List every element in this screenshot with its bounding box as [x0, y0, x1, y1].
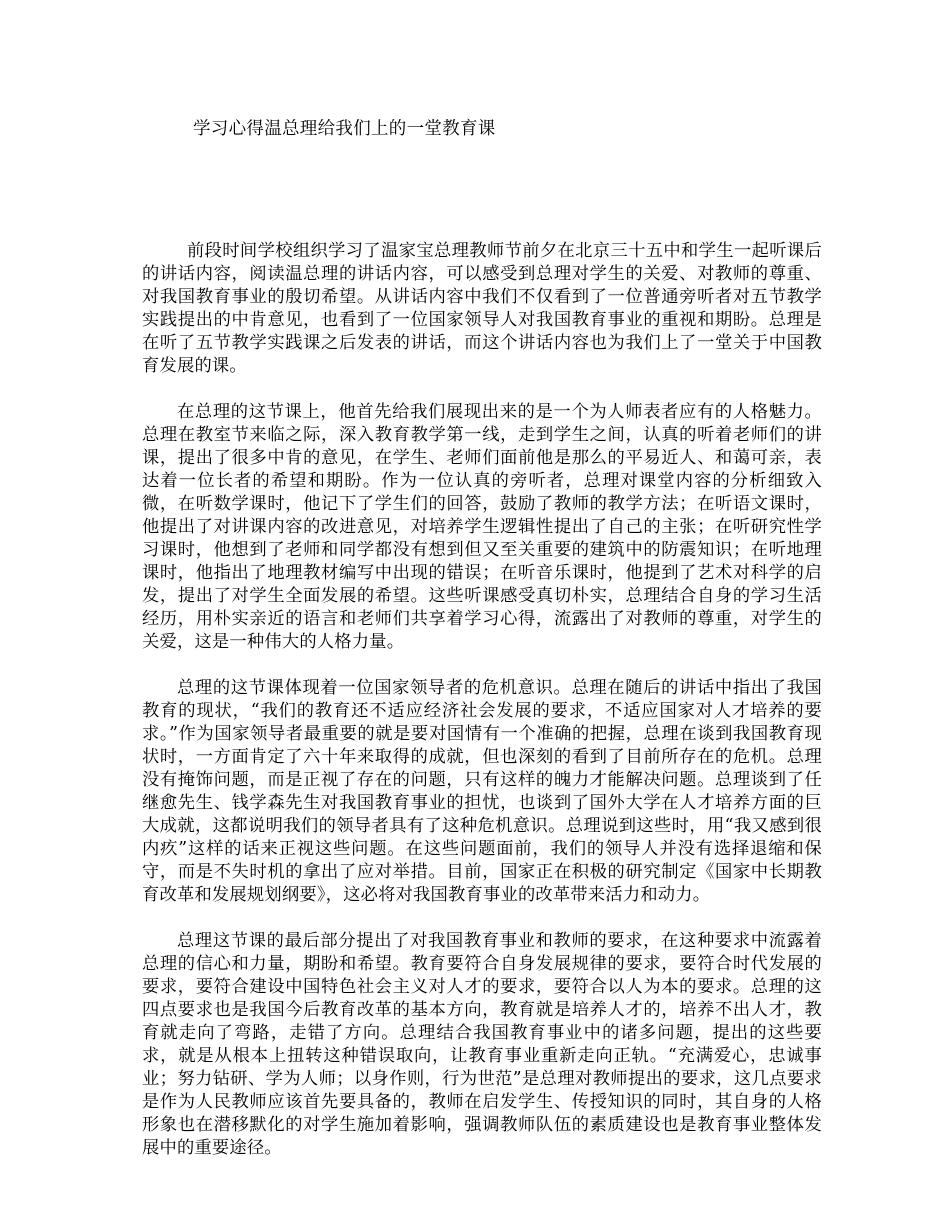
paragraph-2: 在总理的这节课上，他首先给我们展现出来的是一个为人师表者应有的人格魅力。总理在教室节来临之际，深入教育教学第一线，走到学生之间，认真的听着老师们的讲课，提出了很多中肯的意见，在学生、老师们面前他是那么的平易近人、和蔼可亲，表达着一位长者的希望和期盼。作为一位认真的旁听者，总理对课堂内容的分析细致入微，在听数学课时，他记下了学生们的回答，鼓励了教师的教学方法；在听语文课时，他提出了对讲课内容的改进意见，对培养学生逻辑性提出了自己的主张；在听研究性学习课时，他想到了老师和同学都没有想到但又至关重要的建筑中的防震知识；在听地理课时，他指出了地理教材编写中出现的错误；在听音乐课时，他提到了艺术对科学的启发，提出了对学生全面发展的希望。这些听课感受真切朴实，总理结合自身的学习生活经历，用朴实亲近的语言和老师们共享着学习心得，流露出了对教师的尊重，对学生的关爱，这是一种伟大的人格力量。 [142, 402, 822, 652]
paragraph-1: 前段时间学校组织学习了温家宝总理教师节前夕在北京三十五中和学生一起听课后的讲话内容，阅读温总理的讲话内容，可以感受到总理对学生的关爱、对教师的尊重、对我国教育事业的殷切希望。从讲话内容中我们不仅看到了一位普通旁听者对五节教学实践提出的中肯意见，也看到了一位国家领导人对我国教育事业的重视和期盼。总理是在听了五节教学实践课之后发表的讲话，而这个讲话内容也为我们上了一堂关于中国教育发展的课。 [142, 241, 822, 376]
document-title: 学习心得温总理给我们上的一堂教育课 [193, 119, 496, 139]
paragraph-4: 总理这节课的最后部分提出了对我国教育事业和教师的要求，在这种要求中流露着总理的信心和力量，期盼和希望。教育要符合自身发展规律的要求，要符合时代发展的要求，要符合建设中国特色社会主义对人才的要求，要符合以人为本的要求。总理的这四点要求也是我国今后教育改革的基本方向，教育就是培养人才的，培养不出人才，教育就走向了弯路，走错了方向。总理结合我国教育事业中的诸多问题，提出的这些要求，就是从根本上扭转这种错误取向，让教育事业重新走向正轨。“充满爱心，忠诚事业；努力钻研、学为人师；以身作则，行为世范”是总理对教师提出的要求，这几点要求是作为人民教师应该首先要具备的，教师在启发学生、传授知识的同时，其自身的人格形象也在潜移默化的对学生施加着影响，强调教师队伍的素质建设也是教育事业整体发展中的重要途径。 [142, 931, 822, 1158]
paragraph-3: 总理的这节课体现着一位国家领导者的危机意识。总理在随后的讲话中指出了我国教育的现状，“我们的教育还不适应经济社会发展的要求，不适应国家对人才培养的要求。”作为国家领导者最重要的就是要对国情有一个准确的把握，总理在谈到我国教育现状时，一方面肯定了六十年来取得的成就，但也深刻的看到了目前所存在的危机。总理没有掩饰问题，而是正视了存在的问题，只有这样的魄力才能解决问题。总理谈到了任继愈先生、钱学森先生对我国教育事业的担忧，也谈到了国外大学在人才培养方面的巨大成就，这都说明我们的领导者具有了这种危机意识。总理说到这些时，用“我又感到很内疚”这样的话来正视这些问题。在这些问题面前，我们的领导人并没有选择退缩和保守，而是不失时机的拿出了应对举措。目前，国家正在积极的研究制定《国家中长期教育改革和发展规划纲要》，这必将对我国教育事业的改革带来活力和动力。 [142, 678, 822, 905]
document-body [142, 240, 822, 1183]
